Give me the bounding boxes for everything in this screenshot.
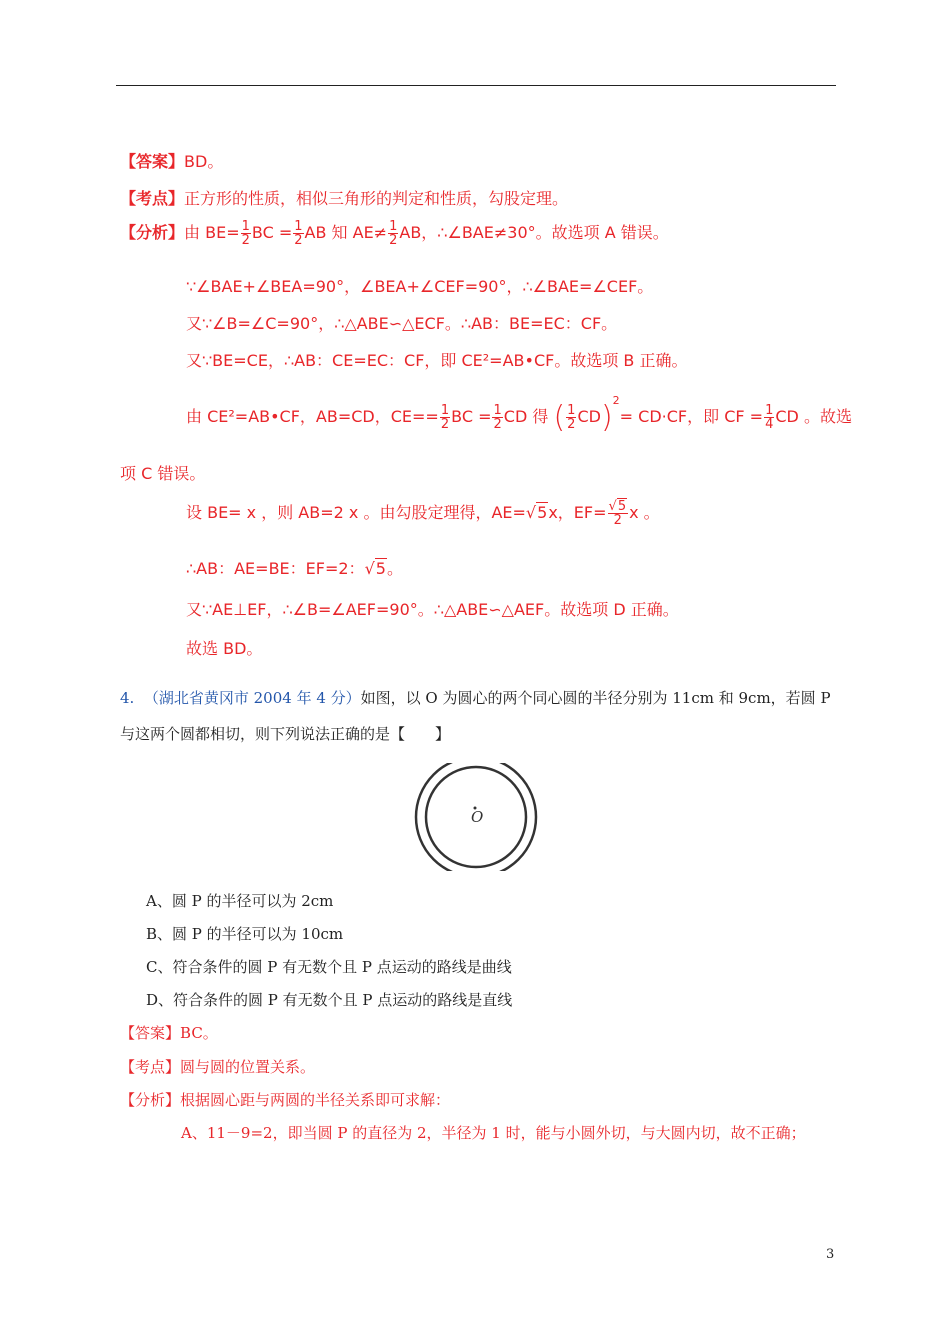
q4-fenxi-a: A、11－9=2，即当圆 P 的直径为 2，半径为 1 时，能与小圆外切，与大圆内切，故不正确； [181,1124,806,1142]
option-c: C、符合条件的圆 P 有无数个且 P 点运动的路线是曲线 [146,958,512,976]
sqrt-5: √5 [364,559,386,578]
left-paren: ( [553,400,566,435]
q4-answer-line: 【答案】BC。 [120,1024,218,1042]
header-rule [116,85,836,86]
q4-fenxi-line: 【分析】根据圆心距与两圆的半径关系即可求解： [120,1091,451,1109]
kaodian-line: 【考点】正方形的性质，相似三角形的判定和性质，勾股定理。 [120,189,569,208]
fenxi-line-9: 又∵AE⊥EF，∴∠B=∠AEF=90°。∴△ABE∽△AEF。故选项 D 正确。 [186,600,679,619]
fraction-half: $\frac{1}{2}$ [389,219,398,248]
fenxi-line-6: 项 C 错误。 [120,464,206,483]
question-4-stem-2: 与这两个圆都相切，则下列说法正确的是【 】 [120,725,451,743]
page-number: 3 [826,1247,835,1262]
sqrt-5: √5 [525,503,548,522]
fraction-quarter: $\frac{1}{4}$ [765,403,774,432]
fraction-sqrt5-over-2: $\frac{√5}{2}$ [608,499,627,528]
center-label: O [471,808,484,826]
concentric-circles-figure [412,763,540,871]
option-d: D、符合条件的圆 P 有无数个且 P 点运动的路线是直线 [146,991,513,1009]
fenxi-line-2: ∵∠BAE+∠BEA=90°，∠BEA+∠CEF=90°，∴∠BAE=∠CEF。 [186,277,654,296]
fraction-half: $\frac{1}{2}$ [493,403,502,432]
option-b: B、圆 P 的半径可以为 10cm [146,925,344,943]
answer-line: 【答案】BD。 [120,152,224,171]
fenxi-line-8: ∴AB：AE=BE：EF=2：√5。 [186,559,403,578]
q4-kaodian-line: 【考点】圆与圆的位置关系。 [120,1058,316,1076]
fraction-half: $\frac{1}{2}$ [567,403,576,432]
fenxi-line-4: 又∵BE=CE，∴AB：CE=EC：CF，即 CE²=AB•CF。故选项 B 正确。 [186,351,688,370]
fraction-half: $\frac{1}{2}$ [241,219,250,248]
option-a: A、圆 P 的半径可以为 2cm [146,892,334,910]
fenxi-line-5: 由 CE²=AB•CF，AB=CD，CE== $\frac{1}{2}$ BC = $\frac{1}{2}$ CD 得 ( $\frac{1}{2}$ CD)$^2$= CD·CF，即 CF = $\frac{1}{4}$ CD 。故选 [186,394,852,435]
question-4-stem-1: 4. （湖北省黄冈市 2004 年 4 分）如图，以 O 为圆心的两个同心圆的半径分别为 11cm 和 9cm，若圆 P [120,689,831,707]
fenxi-line-3: 又∵∠B=∠C=90°，∴△ABE∽△ECF。∴AB：BE=EC：CF。 [186,314,618,333]
fraction-half: $\frac{1}{2}$ [440,403,450,432]
right-paren: ) [600,400,613,435]
fenxi-line-1: 【分析】由 BE= $\frac{1}{2}$ BC = $\frac{1}{2}$ AB 知 AE≠ $\frac{1}{2}$ AB，∴∠BAE≠30°。故选项 A 错误。 [120,219,669,248]
fenxi-line-7: 设 BE= x ，则 AB=2 x 。由勾股定理得，AE=√5x，EF= $\frac{√5}{2}$ x 。 [186,499,660,528]
fraction-half: $\frac{1}{2}$ [294,219,303,248]
fenxi-line-10: 故选 BD。 [186,639,263,658]
